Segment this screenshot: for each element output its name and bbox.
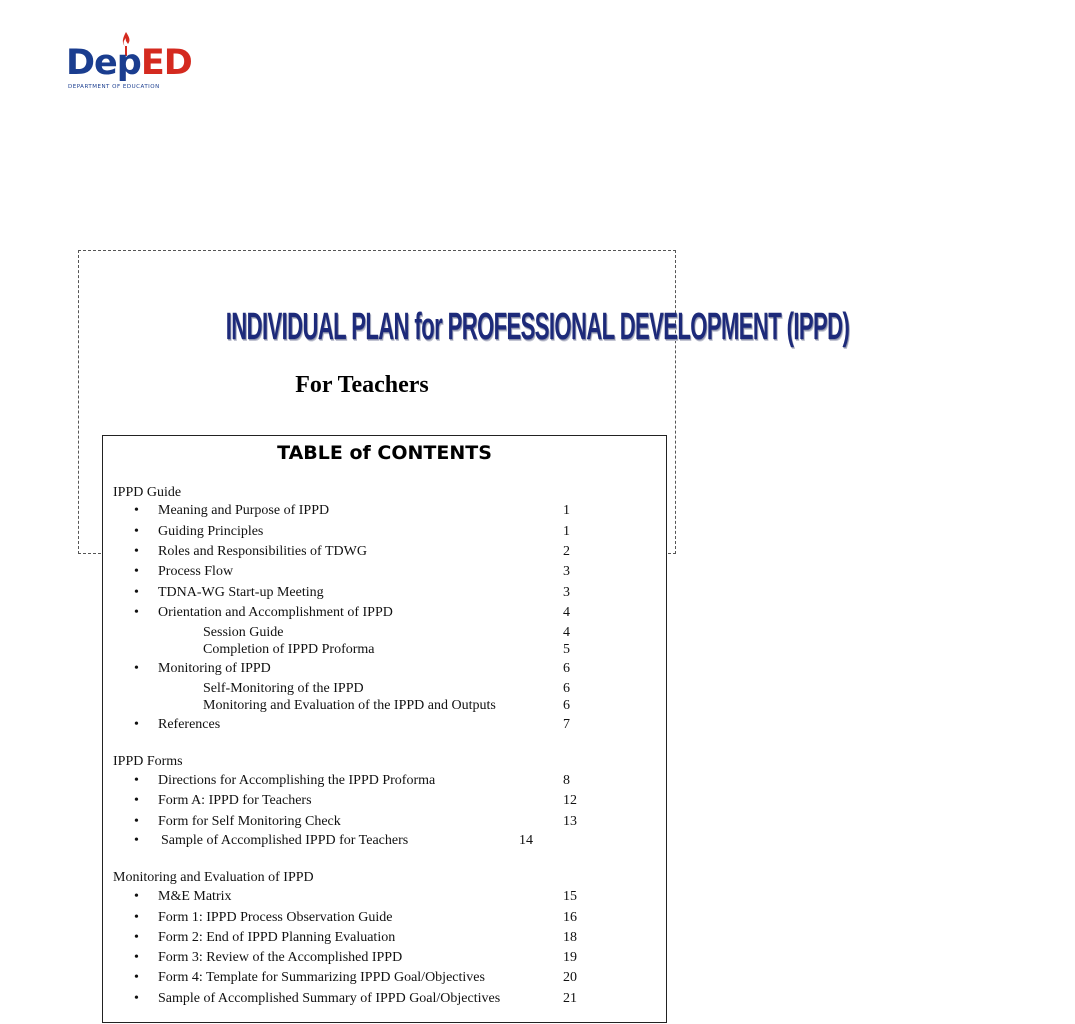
toc-subentry[interactable]: Monitoring and Evaluation of the IPPD and Outputs xyxy=(203,698,496,713)
toc-entry[interactable]: • Guiding Principles xyxy=(134,524,264,539)
toc-page-number: 3 xyxy=(563,564,570,579)
toc-section-label: IPPD Guide xyxy=(113,485,182,500)
logo-part-dep: Dep xyxy=(66,43,141,83)
bullet-icon: • xyxy=(134,889,139,904)
toc-page-number: 19 xyxy=(563,950,577,965)
bullet-icon: • xyxy=(134,814,139,829)
toc-page-number: 4 xyxy=(563,625,570,640)
toc-page-number: 21 xyxy=(563,991,577,1006)
toc-page-number: 14 xyxy=(519,833,533,848)
bullet-icon: • xyxy=(134,585,139,600)
bullet-icon: • xyxy=(134,605,139,620)
toc-entry[interactable]: • M&E Matrix xyxy=(134,889,232,904)
toc-entry[interactable]: • Meaning and Purpose of IPPD xyxy=(134,503,330,518)
bullet-icon: • xyxy=(134,544,139,559)
document-title xyxy=(0,306,850,349)
toc-page-number: 6 xyxy=(563,661,570,676)
deped-logo xyxy=(66,32,196,94)
toc-page-number: 8 xyxy=(563,773,570,788)
toc-page-number: 1 xyxy=(563,524,570,539)
bullet-icon: • xyxy=(134,503,139,518)
bullet-icon: • xyxy=(134,910,139,925)
logo-wordmark xyxy=(66,43,192,83)
bullet-icon: • xyxy=(134,833,139,848)
toc-entry[interactable]: • Form 1: IPPD Process Observation Guide xyxy=(134,910,393,925)
toc-section-label: Monitoring and Evaluation of IPPD xyxy=(113,870,314,885)
toc-entry[interactable]: • Sample of Accomplished IPPD for Teachers xyxy=(134,833,409,848)
toc-heading: TABLE of CONTENTS xyxy=(277,442,492,464)
toc-entry[interactable]: • Form A: IPPD for Teachers xyxy=(134,793,312,808)
toc-page-number: 5 xyxy=(563,642,570,657)
bullet-icon: • xyxy=(134,930,139,945)
toc-entry[interactable]: • Roles and Responsibilities of TDWG xyxy=(134,544,367,559)
toc-page-number: 7 xyxy=(563,717,570,732)
logo-part-ed: ED xyxy=(140,43,192,83)
toc-entry[interactable]: • Form for Self Monitoring Check xyxy=(134,814,341,829)
toc-page-number: 15 xyxy=(563,889,577,904)
toc-entry[interactable]: • Form 4: Template for Summarizing IPPD Goal/Objectives xyxy=(134,970,485,985)
toc-page-number: 16 xyxy=(563,910,577,925)
toc-page-number: 20 xyxy=(563,970,577,985)
toc-entry[interactable]: • Process Flow xyxy=(134,564,234,579)
bullet-icon: • xyxy=(134,564,139,579)
table-of-contents xyxy=(102,435,667,1023)
toc-entry[interactable]: • References xyxy=(134,717,221,732)
bullet-icon: • xyxy=(134,717,139,732)
toc-subentry[interactable]: Completion of IPPD Proforma xyxy=(203,642,375,657)
bullet-icon: • xyxy=(134,950,139,965)
toc-entry[interactable]: • TDNA-WG Start-up Meeting xyxy=(134,585,324,600)
toc-subentry[interactable]: Session Guide xyxy=(203,625,284,640)
toc-entry[interactable]: • Sample of Accomplished Summary of IPPD Goal/Objectives xyxy=(134,991,501,1006)
toc-entry[interactable]: • Directions for Accomplishing the IPPD Proforma xyxy=(134,773,436,788)
toc-page-number: 18 xyxy=(563,930,577,945)
bullet-icon: • xyxy=(134,524,139,539)
toc-entry[interactable]: • Form 3: Review of the Accomplished IPPD xyxy=(134,950,403,965)
bullet-icon: • xyxy=(134,991,139,1006)
toc-page-number: 1 xyxy=(563,503,570,518)
bullet-icon: • xyxy=(134,661,139,676)
toc-page-number: 3 xyxy=(563,585,570,600)
document-title-text: INDIVIDUAL PLAN for PROFESSIONAL DEVELOPMENT (IPPD) xyxy=(225,306,850,348)
toc-page-number: 6 xyxy=(563,681,570,696)
toc-section-label: IPPD Forms xyxy=(113,754,183,769)
bullet-icon: • xyxy=(134,773,139,788)
toc-entry[interactable]: • Form 2: End of IPPD Planning Evaluation xyxy=(134,930,396,945)
bullet-icon: • xyxy=(134,793,139,808)
toc-page-number: 13 xyxy=(563,814,577,829)
toc-entry[interactable]: • Orientation and Accomplishment of IPPD xyxy=(134,605,393,620)
toc-page-number: 12 xyxy=(563,793,577,808)
bullet-icon: • xyxy=(134,970,139,985)
logo-subtitle: DEPARTMENT OF EDUCATION xyxy=(68,84,160,90)
toc-entry[interactable]: • Monitoring of IPPD xyxy=(134,661,271,676)
toc-page-number: 2 xyxy=(563,544,570,559)
toc-page-number: 6 xyxy=(563,698,570,713)
document-subtitle: For Teachers xyxy=(295,372,429,398)
toc-page-number: 4 xyxy=(563,605,570,620)
toc-subentry[interactable]: Self-Monitoring of the IPPD xyxy=(203,681,364,696)
